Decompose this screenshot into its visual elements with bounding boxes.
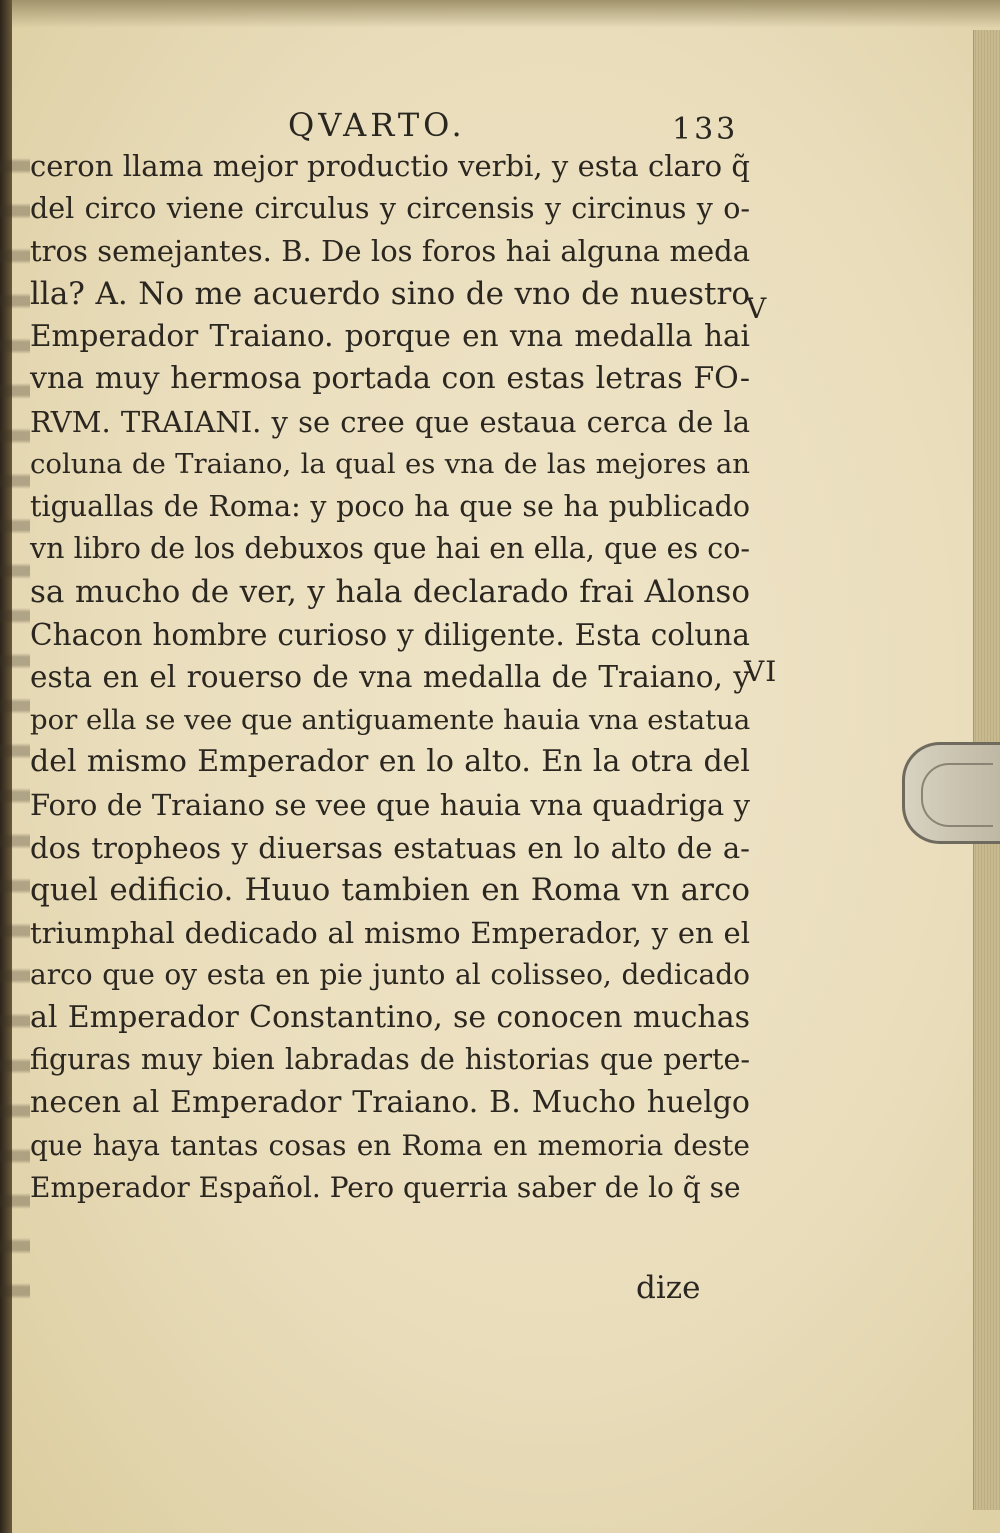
- text-line: esta en el rouerso de vna medalla de Traiano, y: [30, 660, 750, 695]
- text-line: necen al Emperador Traiano. B. Mucho huelgo: [30, 1085, 750, 1121]
- text-line: quel edificio. Huuo tambien en Roma vn arco: [30, 872, 750, 909]
- text-line: ceron llama mejor productio verbi, y esta claro q̃: [30, 149, 750, 183]
- page-clip-icon: [902, 742, 1000, 844]
- text-line: lla? A. No me acuerdo sino de vno de nuestro: [30, 275, 750, 312]
- text-line: del circo viene circulus y circensis y circinus y o-: [30, 191, 750, 225]
- text-line: tiguallas de Roma: y poco ha que se ha publicado: [30, 489, 750, 523]
- page-header: [0, 100, 1000, 150]
- text-line: por ella se vee que antiguamente hauia vna estatua: [30, 703, 751, 736]
- text-line: coluna de Traiano, la qual es vna de las mejores an: [30, 448, 750, 481]
- facing-page-bleed: [0, 140, 30, 1300]
- text-line: que haya tantas cosas en Roma en memoria deste: [30, 1128, 750, 1162]
- margin-note-v: V: [746, 292, 768, 325]
- margin-note-vi: VI: [744, 655, 778, 688]
- text-line: Foro de Traiano se vee que hauia vna quadriga y: [30, 787, 750, 822]
- text-line: Chacon hombre curioso y diligente. Esta coluna: [30, 617, 750, 652]
- text-line: triumphal dedicado al mismo Emperador, y en el: [30, 915, 750, 950]
- text-line: dos tropheos y diuersas estatuas en lo alto de a-: [30, 830, 750, 865]
- text-line: del mismo Emperador en lo alto. En la otra del: [30, 744, 750, 780]
- text-line: sa mucho de ver, y hala declarado frai Alonso: [30, 573, 750, 610]
- body-text: [30, 145, 750, 1210]
- text-line: al Emperador Constantino, se conocen muchas: [30, 999, 750, 1035]
- running-head: QVARTO.: [288, 106, 466, 144]
- text-line: tros semejantes. B. De los foros hai alguna meda: [30, 234, 750, 269]
- top-shadow: [0, 0, 1000, 28]
- text-line: arco que oy esta en pie junto al colisseo, dedicado: [30, 958, 750, 992]
- text-line: figuras muy bien labradas de historias que perte-: [30, 1043, 750, 1077]
- text-line: vn libro de los debuxos que hai en ella, que es co-: [30, 532, 750, 566]
- text-line: Emperador Español. Pero querria saber de lo q̃ se: [30, 1171, 741, 1205]
- text-line: vna muy hermosa portada con estas letras FO-: [30, 360, 750, 396]
- page-number: 133: [672, 112, 739, 147]
- text-line: Emperador Traiano. porque en vna medalla hai: [30, 319, 750, 354]
- catchword: dize: [636, 1270, 701, 1306]
- text-line: RVM. TRAIANI. y se cree que estaua cerca de la: [30, 404, 750, 439]
